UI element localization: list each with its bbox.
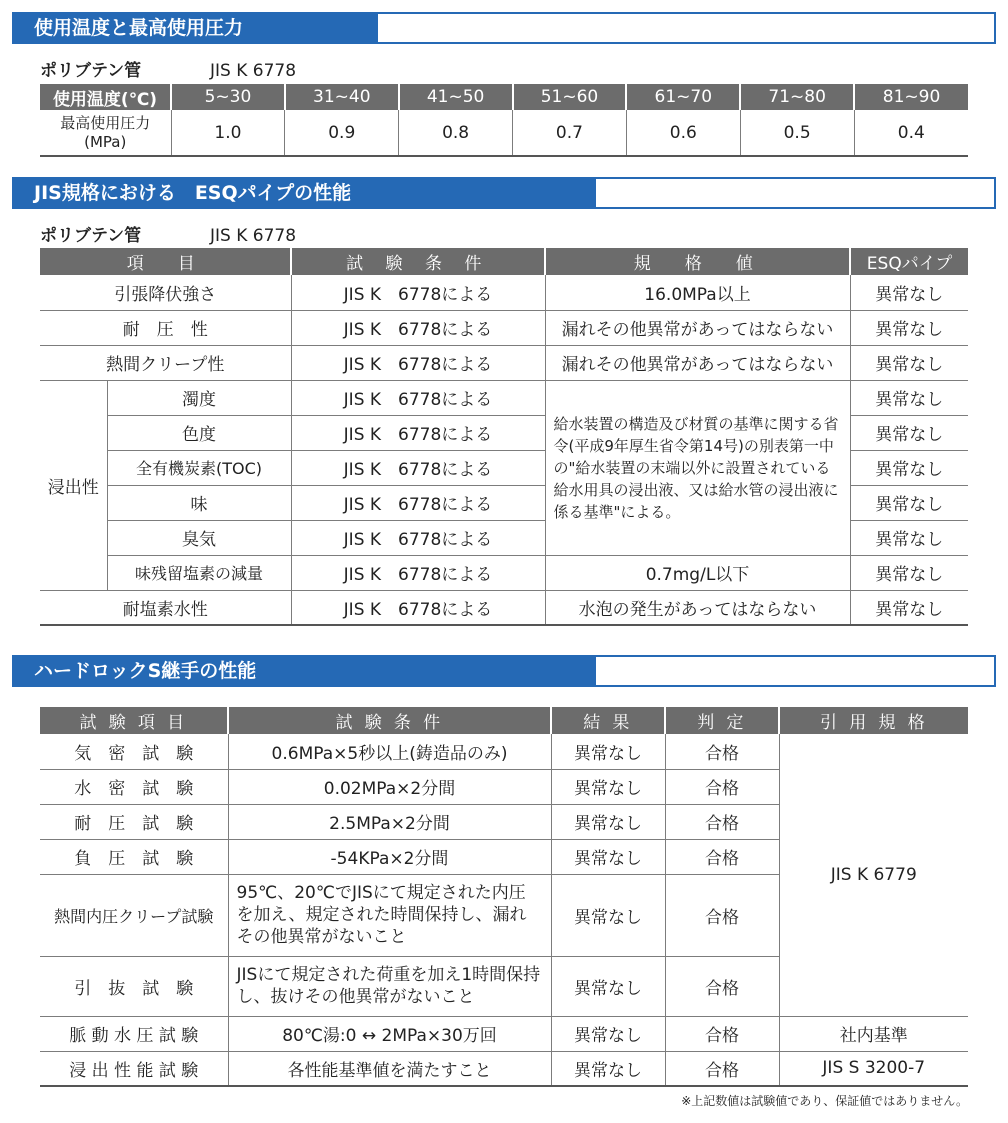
result-cell: 異常なし bbox=[850, 310, 968, 345]
item-cell: 耐塩素水性 bbox=[40, 590, 291, 625]
spec-cell: 漏れその他異常があってはならない bbox=[545, 310, 850, 345]
standard-code: JIS K 6778 bbox=[210, 61, 297, 81]
result-cell: 異常なし bbox=[551, 1016, 665, 1051]
condition-cell: 80℃湯:0 ↔ 2MPa×30万回 bbox=[228, 1016, 551, 1051]
jis-performance-table bbox=[40, 248, 968, 626]
condition-cell: JIS K 6778による bbox=[291, 555, 545, 590]
pressure-label-line1: 最高使用圧力 bbox=[60, 113, 151, 132]
item-cell: 濁度 bbox=[107, 380, 291, 415]
result-cell: 異常なし bbox=[551, 839, 665, 874]
condition-cell: JIS K 6778による bbox=[291, 345, 545, 380]
result-cell: 異常なし bbox=[850, 590, 968, 625]
result-cell: 異常なし bbox=[850, 520, 968, 555]
section-header-jis bbox=[12, 177, 996, 209]
pressure-cell: 0.7 bbox=[513, 110, 627, 156]
pressure-row bbox=[40, 110, 968, 156]
table-row bbox=[40, 275, 968, 310]
judgement-cell: 合格 bbox=[665, 956, 779, 1016]
temp-cell: 61~70 bbox=[626, 84, 740, 110]
condition-cell: JIS K 6778による bbox=[291, 415, 545, 450]
pressure-cell: 1.0 bbox=[171, 110, 285, 156]
table-row bbox=[40, 345, 968, 380]
standard-code: JIS K 6778 bbox=[210, 226, 297, 246]
table-row bbox=[40, 590, 968, 625]
leach-spec-cell: 給水装置の構造及び材質の基準に関する省令(平成9年厚生省令第14号)の別表第一中の"給水装置の末端以外に設置されている給水用具の浸出液、又は給水管の浸出液に係る基準"による。 bbox=[545, 380, 850, 555]
temp-cell: 51~60 bbox=[513, 84, 627, 110]
result-cell: 異常なし bbox=[551, 1051, 665, 1086]
header-standard: 引 用 規 格 bbox=[779, 707, 968, 734]
item-cell: 浸 出 性 能 試 験 bbox=[40, 1051, 228, 1086]
item-cell: 熱間内圧クリープ試験 bbox=[40, 874, 228, 956]
condition-cell: JISにて規定された荷重を加え1時間保持し、抜けその他異常がないこと bbox=[228, 956, 551, 1016]
section-title: JIS規格における ESQパイプの性能 bbox=[14, 179, 596, 207]
section-title: 使用温度と最高使用圧力 bbox=[14, 14, 378, 42]
table-row bbox=[40, 310, 968, 345]
material-label bbox=[40, 221, 296, 246]
standard-cell: JIS K 6779 bbox=[779, 734, 968, 1016]
pressure-cell: 0.4 bbox=[854, 110, 968, 156]
pressure-cell: 0.8 bbox=[399, 110, 513, 156]
section-title: ハードロックS継手の性能 bbox=[14, 657, 596, 685]
material-name: ポリブテン管 bbox=[40, 226, 142, 246]
pressure-label-line2: (MPa) bbox=[84, 132, 127, 151]
temp-cell: 5~30 bbox=[171, 84, 285, 110]
temp-label: 使用温度(℃) bbox=[40, 84, 171, 110]
result-cell: 異常なし bbox=[850, 275, 968, 310]
material-label bbox=[40, 56, 296, 81]
condition-cell: 0.02MPa×2分間 bbox=[228, 769, 551, 804]
spec-cell: 0.7mg/L以下 bbox=[545, 555, 850, 590]
item-cell: 味残留塩素の減量 bbox=[107, 555, 291, 590]
pressure-table bbox=[40, 84, 968, 157]
hardlock-performance-table bbox=[40, 707, 968, 1087]
condition-cell: JIS K 6778による bbox=[291, 450, 545, 485]
pressure-cell: 0.5 bbox=[740, 110, 854, 156]
spec-cell: 漏れその他異常があってはならない bbox=[545, 345, 850, 380]
condition-cell: JIS K 6778による bbox=[291, 275, 545, 310]
result-cell: 異常なし bbox=[850, 345, 968, 380]
condition-cell: 各性能基準値を満たすこと bbox=[228, 1051, 551, 1086]
result-cell: 異常なし bbox=[551, 769, 665, 804]
header-condition: 試 験 条 件 bbox=[228, 707, 551, 734]
temp-cell: 81~90 bbox=[854, 84, 968, 110]
result-cell: 異常なし bbox=[850, 415, 968, 450]
judgement-cell: 合格 bbox=[665, 804, 779, 839]
item-cell: 臭気 bbox=[107, 520, 291, 555]
judgement-cell: 合格 bbox=[665, 874, 779, 956]
item-cell: 耐 圧 試 験 bbox=[40, 804, 228, 839]
result-cell: 異常なし bbox=[850, 450, 968, 485]
section-header-hardlock bbox=[12, 655, 996, 687]
item-cell: 色度 bbox=[107, 415, 291, 450]
item-cell: 味 bbox=[107, 485, 291, 520]
header-result: 結 果 bbox=[551, 707, 665, 734]
result-cell: 異常なし bbox=[551, 804, 665, 839]
result-cell: 異常なし bbox=[850, 380, 968, 415]
spec-cell: 16.0MPa以上 bbox=[545, 275, 850, 310]
condition-cell: JIS K 6778による bbox=[291, 310, 545, 345]
spec-cell: 水泡の発生があってはならない bbox=[545, 590, 850, 625]
result-cell: 異常なし bbox=[551, 956, 665, 1016]
result-cell: 異常なし bbox=[551, 874, 665, 956]
table-row bbox=[40, 555, 968, 590]
pressure-label bbox=[40, 110, 171, 156]
standard-cell: JIS S 3200-7 bbox=[779, 1051, 968, 1086]
header-esq: ESQパイプ bbox=[850, 248, 968, 275]
temp-cell: 41~50 bbox=[399, 84, 513, 110]
table-row bbox=[40, 1016, 968, 1051]
condition-cell: 2.5MPa×2分間 bbox=[228, 804, 551, 839]
table-header-row bbox=[40, 707, 968, 734]
item-cell: 引張降伏強さ bbox=[40, 275, 291, 310]
condition-cell: JIS K 6778による bbox=[291, 520, 545, 555]
result-cell: 異常なし bbox=[850, 555, 968, 590]
section-header-pressure bbox=[12, 12, 996, 44]
table-row bbox=[40, 380, 968, 415]
temp-cell: 71~80 bbox=[740, 84, 854, 110]
item-cell: 脈 動 水 圧 試 験 bbox=[40, 1016, 228, 1051]
condition-cell: JIS K 6778による bbox=[291, 590, 545, 625]
judgement-cell: 合格 bbox=[665, 1016, 779, 1051]
leach-group-cell: 浸出性 bbox=[40, 380, 107, 590]
temperature-row bbox=[40, 84, 968, 110]
pressure-cell: 0.6 bbox=[626, 110, 740, 156]
header-item: 項 目 bbox=[40, 248, 291, 275]
temp-cell: 31~40 bbox=[285, 84, 399, 110]
judgement-cell: 合格 bbox=[665, 769, 779, 804]
condition-cell: 95℃、20℃でJISにて規定された内圧を加え、規定された時間保持し、漏れその他異常がないこと bbox=[228, 874, 551, 956]
item-cell: 熱間クリープ性 bbox=[40, 345, 291, 380]
item-cell: 耐 圧 性 bbox=[40, 310, 291, 345]
table-header-row bbox=[40, 248, 968, 275]
standard-cell: 社内基準 bbox=[779, 1016, 968, 1051]
condition-cell: JIS K 6778による bbox=[291, 485, 545, 520]
footnote: ※上記数値は試験値であり、保証値ではありません。 bbox=[681, 1094, 968, 1108]
item-cell: 全有機炭素(TOC) bbox=[107, 450, 291, 485]
header-spec: 規 格 値 bbox=[545, 248, 850, 275]
item-cell: 気 密 試 験 bbox=[40, 734, 228, 769]
condition-cell: -54KPa×2分間 bbox=[228, 839, 551, 874]
condition-cell: 0.6MPa×5秒以上(鋳造品のみ) bbox=[228, 734, 551, 769]
result-cell: 異常なし bbox=[551, 734, 665, 769]
item-cell: 負 圧 試 験 bbox=[40, 839, 228, 874]
judgement-cell: 合格 bbox=[665, 1051, 779, 1086]
header-judgement: 判 定 bbox=[665, 707, 779, 734]
result-cell: 異常なし bbox=[850, 485, 968, 520]
table-row bbox=[40, 734, 968, 769]
header-item: 試 験 項 目 bbox=[40, 707, 228, 734]
judgement-cell: 合格 bbox=[665, 839, 779, 874]
table-row bbox=[40, 1051, 968, 1086]
item-cell: 引 抜 試 験 bbox=[40, 956, 228, 1016]
material-name: ポリブテン管 bbox=[40, 61, 142, 81]
header-condition: 試 験 条 件 bbox=[291, 248, 545, 275]
condition-cell: JIS K 6778による bbox=[291, 380, 545, 415]
pressure-cell: 0.9 bbox=[285, 110, 399, 156]
judgement-cell: 合格 bbox=[665, 734, 779, 769]
item-cell: 水 密 試 験 bbox=[40, 769, 228, 804]
